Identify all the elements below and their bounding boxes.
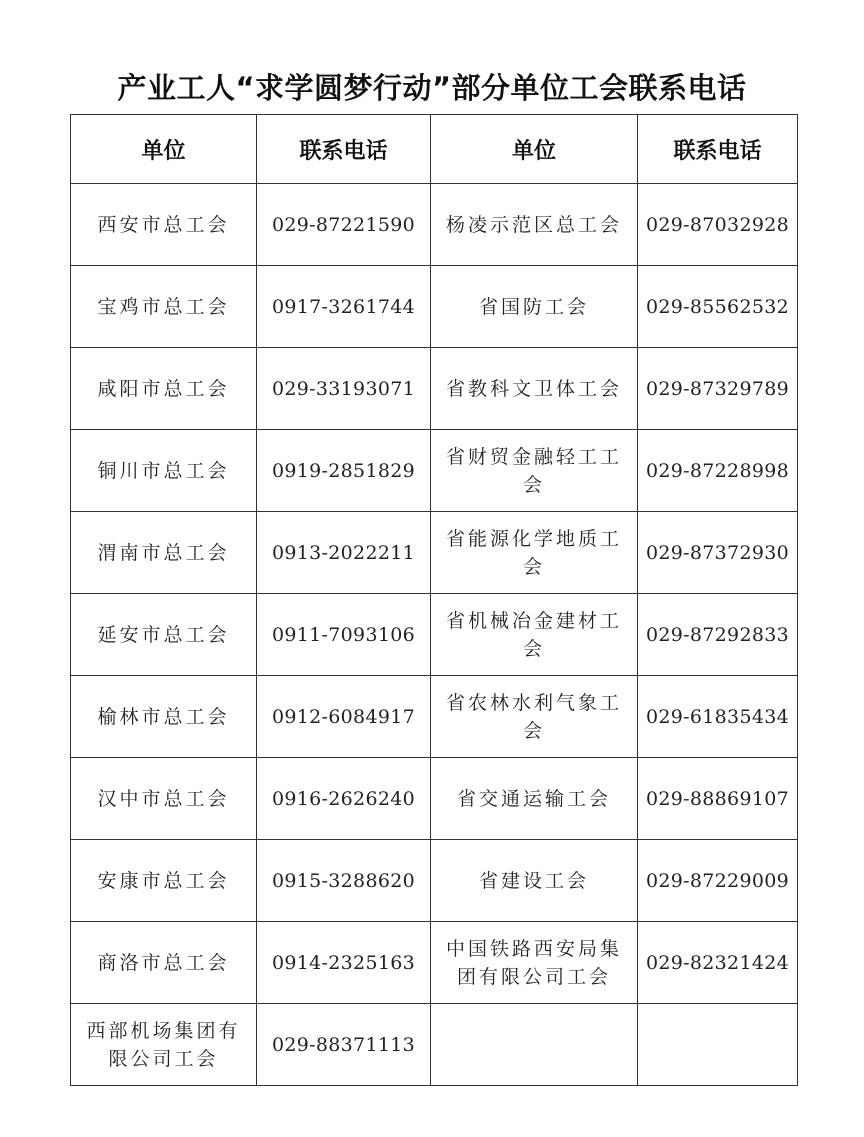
phone-left-cell: 0911-7093106	[257, 594, 431, 676]
unit-left-cell: 铜川市总工会	[71, 430, 257, 512]
contact-table	[70, 114, 798, 1086]
phone-right-cell: 029-87229009	[638, 840, 798, 922]
phone-left-cell: 029-88371113	[257, 1004, 431, 1086]
phone-right-cell: 029-85562532	[638, 266, 798, 348]
unit-right-cell: 省机械冶金建材工会	[431, 594, 638, 676]
phone-left-cell: 029-33193071	[257, 348, 431, 430]
table-row	[71, 430, 798, 512]
unit-left-cell: 榆林市总工会	[71, 676, 257, 758]
phone-left-cell: 0913-2022211	[257, 512, 431, 594]
phone-right-cell: 029-87292833	[638, 594, 798, 676]
unit-right-cell	[431, 1004, 638, 1086]
table-header-row	[71, 115, 798, 184]
phone-left-cell: 0912-6084917	[257, 676, 431, 758]
unit-right-cell: 省财贸金融轻工工会	[431, 430, 638, 512]
unit-right-cell: 杨凌示范区总工会	[431, 184, 638, 266]
phone-left-cell: 0919-2851829	[257, 430, 431, 512]
phone-right-cell: 029-87032928	[638, 184, 798, 266]
phone-left-cell: 0915-3288620	[257, 840, 431, 922]
phone-right-cell: 029-87329789	[638, 348, 798, 430]
phone-right-cell: 029-87372930	[638, 512, 798, 594]
phone-left-cell: 0917-3261744	[257, 266, 431, 348]
table-row	[71, 922, 798, 1004]
table-row	[71, 758, 798, 840]
header-unit-left: 单位	[71, 115, 257, 184]
header-unit-right: 单位	[431, 115, 638, 184]
table-row	[71, 840, 798, 922]
unit-left-cell: 延安市总工会	[71, 594, 257, 676]
header-phone-right: 联系电话	[638, 115, 798, 184]
unit-left-cell: 商洛市总工会	[71, 922, 257, 1004]
table-row	[71, 512, 798, 594]
unit-left-cell: 安康市总工会	[71, 840, 257, 922]
unit-left-cell: 西安市总工会	[71, 184, 257, 266]
phone-right-cell: 029-88869107	[638, 758, 798, 840]
unit-left-cell: 汉中市总工会	[71, 758, 257, 840]
unit-left-cell: 渭南市总工会	[71, 512, 257, 594]
phone-right-cell	[638, 1004, 798, 1086]
table-row	[71, 184, 798, 266]
unit-right-cell: 省能源化学地质工会	[431, 512, 638, 594]
table-row	[71, 594, 798, 676]
phone-right-cell: 029-87228998	[638, 430, 798, 512]
unit-right-cell: 省农林水利气象工会	[431, 676, 638, 758]
table-row	[71, 266, 798, 348]
phone-left-cell: 029-87221590	[257, 184, 431, 266]
unit-left-cell: 西部机场集团有限公司工会	[71, 1004, 257, 1086]
unit-right-cell: 省国防工会	[431, 266, 638, 348]
table-row	[71, 676, 798, 758]
unit-right-cell: 省教科文卫体工会	[431, 348, 638, 430]
phone-left-cell: 0914-2325163	[257, 922, 431, 1004]
phone-right-cell: 029-61835434	[638, 676, 798, 758]
unit-left-cell: 咸阳市总工会	[71, 348, 257, 430]
header-phone-left: 联系电话	[257, 115, 431, 184]
unit-right-cell: 中国铁路西安局集团有限公司工会	[431, 922, 638, 1004]
table-row	[71, 1004, 798, 1086]
unit-right-cell: 省交通运输工会	[431, 758, 638, 840]
page-title: 产业工人“求学圆梦行动”部分单位工会联系电话	[117, 71, 747, 105]
unit-right-cell: 省建设工会	[431, 840, 638, 922]
phone-right-cell: 029-82321424	[638, 922, 798, 1004]
phone-left-cell: 0916-2626240	[257, 758, 431, 840]
table-row	[71, 348, 798, 430]
unit-left-cell: 宝鸡市总工会	[71, 266, 257, 348]
